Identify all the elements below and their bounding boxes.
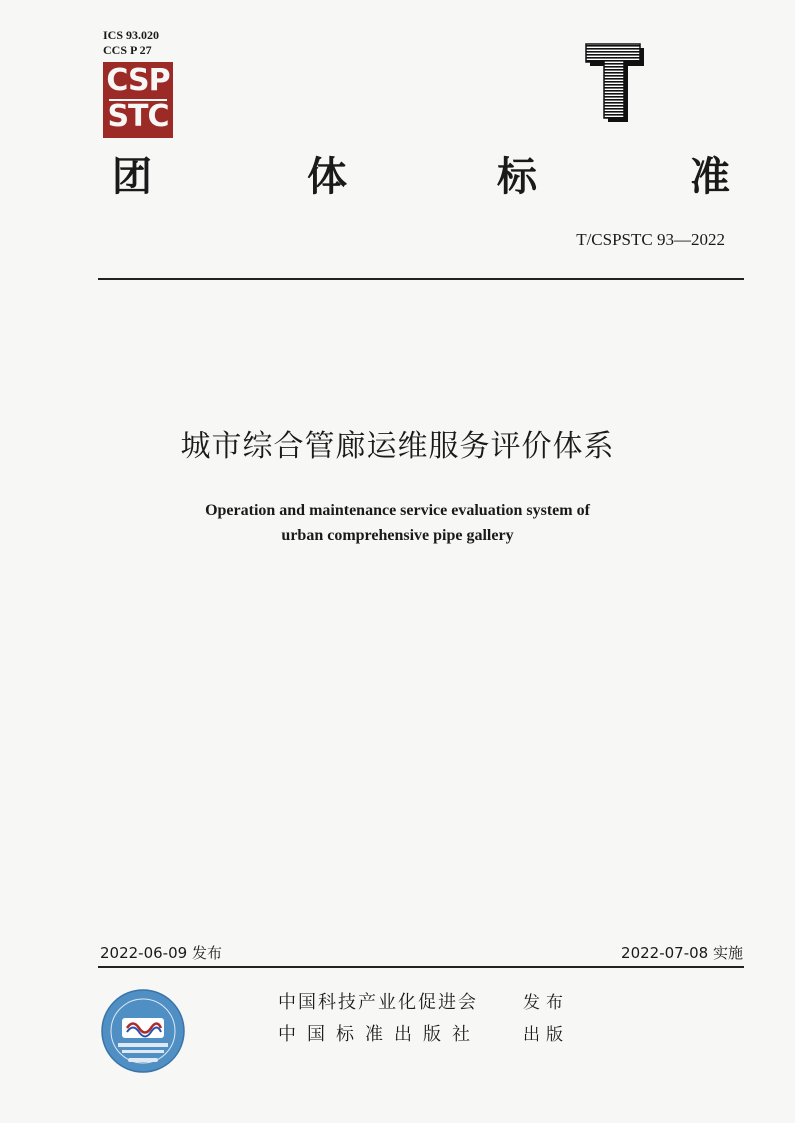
logo-line-2: STC <box>107 99 169 134</box>
heading-char-3: 标 <box>497 154 537 200</box>
standard-number: T/CSPSTC 93—2022 <box>576 230 725 249</box>
publish-date: 2022-06-09 发布 <box>100 944 222 962</box>
logo-line-1: CSP <box>106 63 170 98</box>
heading-char-1: 团 <box>112 154 152 200</box>
ics-code: ICS 93.020 <box>103 28 160 42</box>
anti-counterfeit-seal-icon <box>100 988 186 1074</box>
title-chinese: 城市综合管廊运维服务评价体系 <box>180 429 615 464</box>
issuer-organization: 中国科技产业化促进会 <box>278 992 478 1013</box>
cspstc-logo <box>103 62 173 138</box>
document-type-heading <box>0 152 795 202</box>
title-english <box>0 498 795 548</box>
implement-date: 2022-07-08 实施 <box>621 944 743 962</box>
category-letter-t <box>584 42 646 122</box>
publisher-role: 出版 <box>523 1025 569 1045</box>
classification-codes <box>103 28 159 58</box>
heading-char-2: 体 <box>307 154 347 200</box>
bottom-divider <box>98 966 744 968</box>
top-divider <box>98 278 744 280</box>
issuer-role: 发布 <box>523 993 569 1013</box>
title-english-line-1: Operation and maintenance service evaluation system of <box>205 502 590 519</box>
heading-char-4: 准 <box>690 154 730 200</box>
publisher-organization: 中国标准出版社 <box>278 1024 481 1045</box>
title-english-line-2: urban comprehensive pipe gallery <box>281 527 514 544</box>
ccs-code: CCS P 27 <box>103 43 152 57</box>
